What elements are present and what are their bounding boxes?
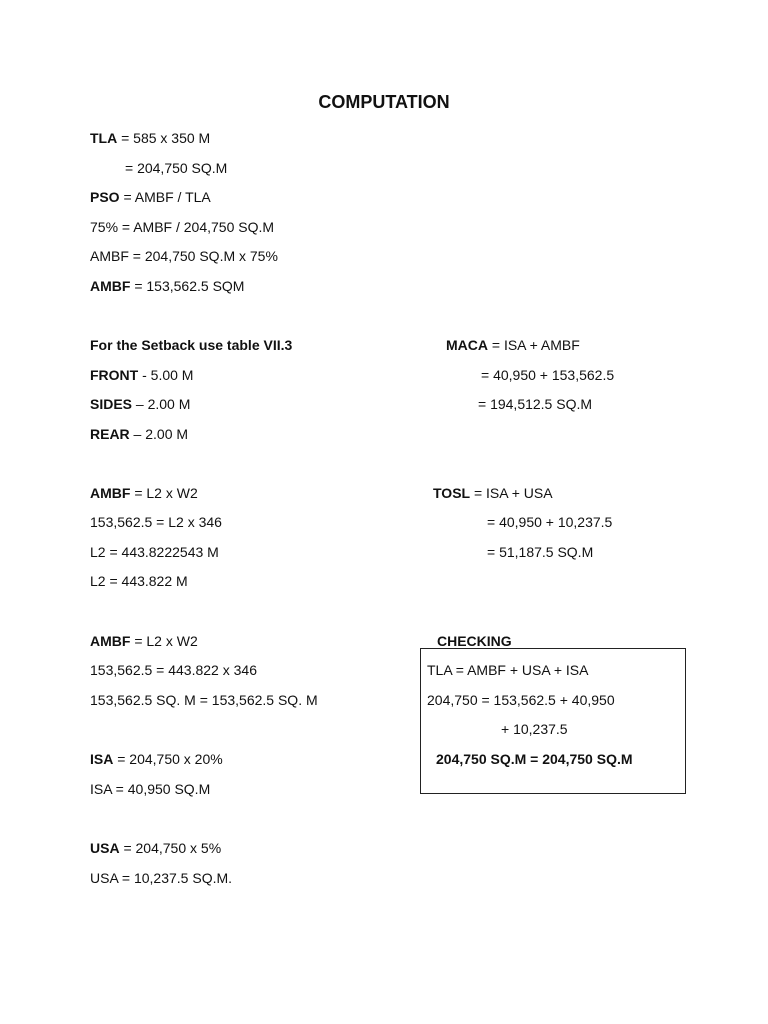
rear-setback-line: REAR – 2.00 M: [90, 426, 189, 442]
ambf-result-line: AMBF = 153,562.5 SQM: [90, 278, 245, 294]
l2-precise-line: L2 = 443.8222543 M: [90, 544, 219, 560]
l2-rounded-line: L2 = 443.822 M: [90, 573, 188, 589]
pso-line: PSO = AMBF / TLA: [90, 189, 211, 205]
checking-result-line: 204,750 SQ.M = 204,750 SQ.M: [436, 751, 633, 767]
usa-result-line: USA = 10,237.5 SQ.M.: [90, 870, 233, 886]
maca-substitution-line: = 40,950 + 153,562.5: [481, 367, 615, 383]
tla-result-line: = 204,750 SQ.M: [125, 160, 228, 176]
ambf-formula-line: AMBF = L2 x W2: [90, 485, 198, 501]
pso-percent-line: 75% = AMBF / 204,750 SQ.M: [90, 219, 275, 235]
tosl-substitution-line: = 40,950 + 10,237.5: [487, 514, 613, 530]
setback-heading: For the Setback use table VII.3: [90, 337, 293, 353]
tosl-formula-line: TOSL = ISA + USA: [433, 485, 553, 501]
maca-formula-line: MACA = ISA + AMBF: [446, 337, 580, 353]
isa-formula-line: ISA = 204,750 x 20%: [90, 751, 223, 767]
checking-substitution-continued-line: + 10,237.5: [501, 721, 568, 737]
ambf-check-result-line: 153,562.5 SQ. M = 153,562.5 SQ. M: [90, 692, 318, 708]
ambf-check-substitution-line: 153,562.5 = 443.822 x 346: [90, 662, 257, 678]
checking-formula-line: TLA = AMBF + USA + ISA: [427, 662, 589, 678]
ambf-check-formula-line: AMBF = L2 x W2: [90, 633, 198, 649]
usa-formula-line: USA = 204,750 x 5%: [90, 840, 222, 856]
maca-result-line: = 194,512.5 SQ.M: [478, 396, 593, 412]
page-title: COMPUTATION: [318, 92, 450, 112]
tla-line: TLA = 585 x 350 M: [90, 130, 211, 146]
tosl-result-line: = 51,187.5 SQ.M: [487, 544, 594, 560]
front-setback-line: FRONT - 5.00 M: [90, 367, 194, 383]
sides-setback-line: SIDES – 2.00 M: [90, 396, 191, 412]
ambf-substitution-line: 153,562.5 = L2 x 346: [90, 514, 222, 530]
ambf-calc-line: AMBF = 204,750 SQ.M x 75%: [90, 248, 278, 264]
isa-result-line: ISA = 40,950 SQ.M: [90, 781, 211, 797]
checking-substitution-line: 204,750 = 153,562.5 + 40,950: [427, 692, 615, 708]
checking-heading: CHECKING: [437, 633, 512, 649]
